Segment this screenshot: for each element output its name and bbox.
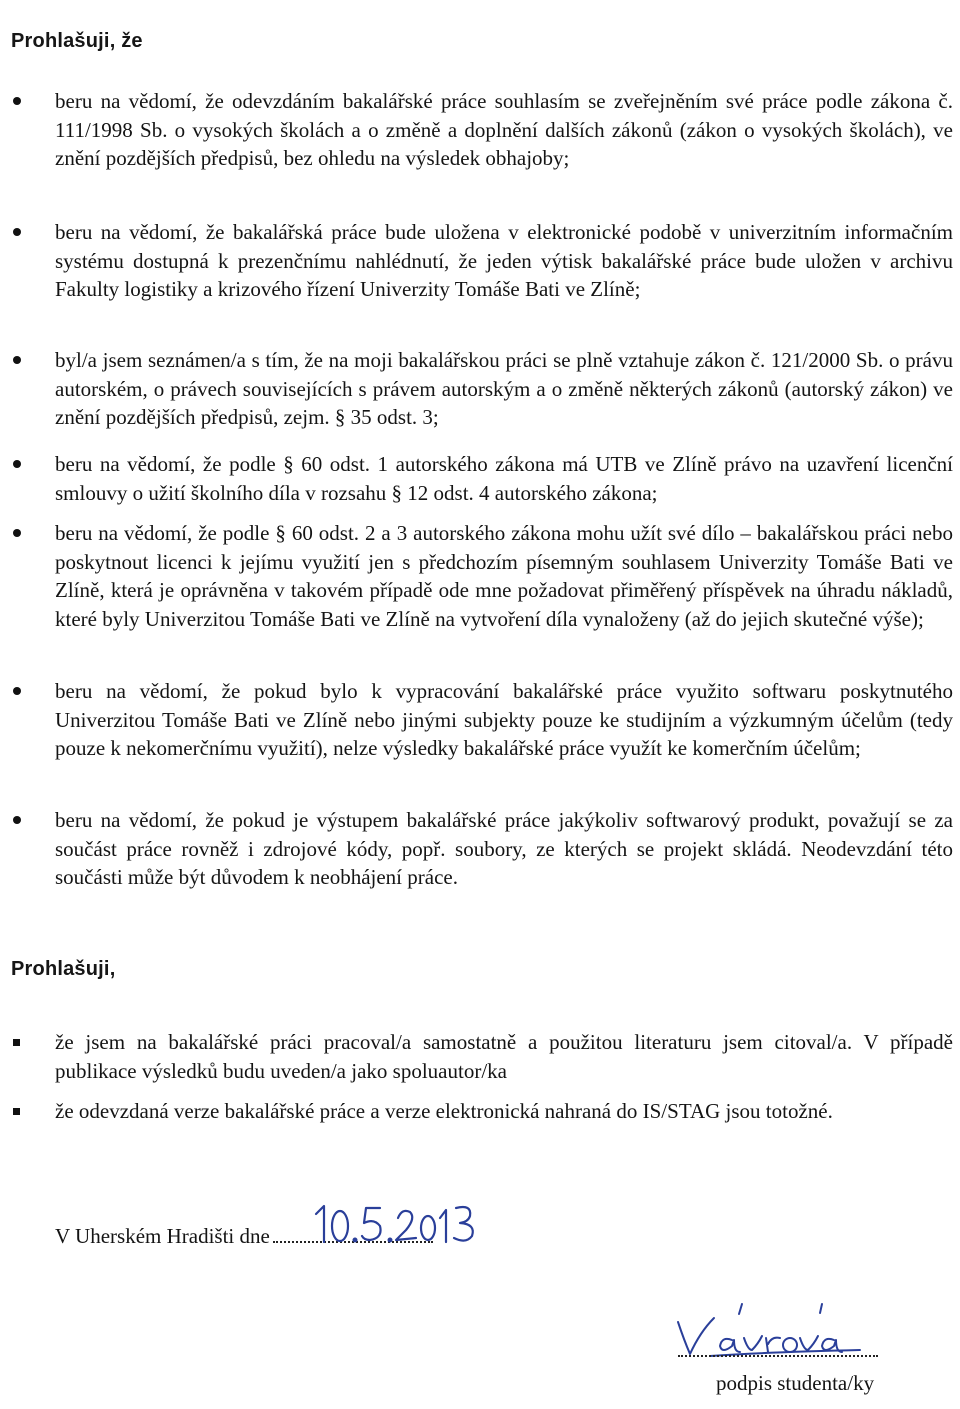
bullet-icon [13, 97, 21, 105]
handwritten-signature [670, 1300, 870, 1362]
list-item [55, 218, 953, 304]
list-item-text: beru na vědomí, že podle § 60 odst. 2 a 3 autorského zákona mohu užít své dílo – bakalářskou práci nebo poskytnout licenci k jejímu využití jen s předchozím písemným souhlasem Univerzity Tomáše Bati ve Zlíně, která je oprávněna v takovém případě ode mne požadovat přiměřený příspěvek na úhradu nákladů, které byly Univerzitou Tomáše Bati ve Zlíně na vytvoření díla vynaloženy (až do jejich skutečné výše); [55, 521, 953, 631]
list-item [55, 677, 953, 763]
list-item-text: beru na vědomí, že pokud bylo k vypracování bakalářské práce využito softwaru poskytnutého Univerzitou Tomáše Bati ve Zlíně nebo jinými subjekty pouze ke studijním a výzkumným účelům (tedy pouze k nekomerčnímu využití), nelze výsledky bakalářské práce využít ke komerčním účelům; [55, 679, 953, 760]
place-label: V Uherském Hradišti dne [55, 1224, 270, 1248]
square-bullet-icon [13, 1039, 20, 1046]
list-item [55, 1028, 953, 1085]
list-item [55, 519, 953, 633]
list-item [55, 450, 953, 507]
signature-label: podpis studenta/ky [716, 1371, 875, 1395]
section2-heading: Prohlašuji, [11, 958, 116, 980]
bullet-icon [13, 529, 21, 537]
section1-heading: Prohlašuji, že [11, 30, 143, 52]
list-item [55, 806, 953, 892]
list-item-text: beru na vědomí, že podle § 60 odst. 1 autorského zákona má UTB ve Zlíně právo na uzavření licenční smlouvy o užití školního díla v rozsahu § 12 odst. 4 autorského zákona; [55, 452, 953, 505]
handwritten-date [310, 1198, 485, 1246]
list-item-text: beru na vědomí, že bakalářská práce bude uložena v elektronické podobě v univerzitním informačním systému dostupná k prezenčnímu nahlédnutí, že jeden výtisk bakalářské práce bude uložen v archivu Fakulty logistiky a krizového řízení Univerzity Tomáše Bati ve Zlíně; [55, 220, 953, 301]
list-item [55, 1097, 953, 1126]
list-item-text: že jsem na bakalářské práci pracoval/a samostatně a použitou literaturu jsem citoval/a. V případě publikace výsledků budu uveden/a jako spoluautor/ka [55, 1030, 953, 1083]
list-item [55, 87, 953, 173]
bullet-icon [13, 356, 21, 364]
square-bullet-icon [13, 1108, 20, 1115]
bullet-icon [13, 816, 21, 824]
bullet-icon [13, 228, 21, 236]
list-item-text: že odevzdaná verze bakalářské práce a verze elektronická nahraná do IS/STAG jsou totožné. [55, 1099, 833, 1123]
signature-dotted-line [678, 1355, 878, 1357]
bullet-icon [13, 460, 21, 468]
list-item-text: beru na vědomí, že pokud je výstupem bakalářské práce jakýkoliv softwarový produkt, považují se za součást práce rovněž i zdrojové kódy, popř. soubory, ze kterých se projekt skládá. Neodevzdání této součásti může být důvodem k neobhájení práce. [55, 808, 953, 889]
bullet-icon [13, 687, 21, 695]
list-item-text: beru na vědomí, že odevzdáním bakalářské práce souhlasím se zveřejněním své práce podle zákona č. 111/1998 Sb. o vysokých školách a o změně a doplnění dalších zákonů (zákon o vysokých školách), ve znění pozdějších předpisů, bez ohledu na výsledek obhajoby; [55, 89, 953, 170]
list-item-text: byl/a jsem seznámen/a s tím, že na moji bakalářskou práci se plně vztahuje zákon č. 121/2000 Sb. o právu autorském, o právech souvisejících s právem autorským a o změně některých zákonů (autorský zákon) ve znění pozdějších předpisů, zejm. § 35 odst. 3; [55, 348, 953, 429]
list-item [55, 346, 953, 432]
